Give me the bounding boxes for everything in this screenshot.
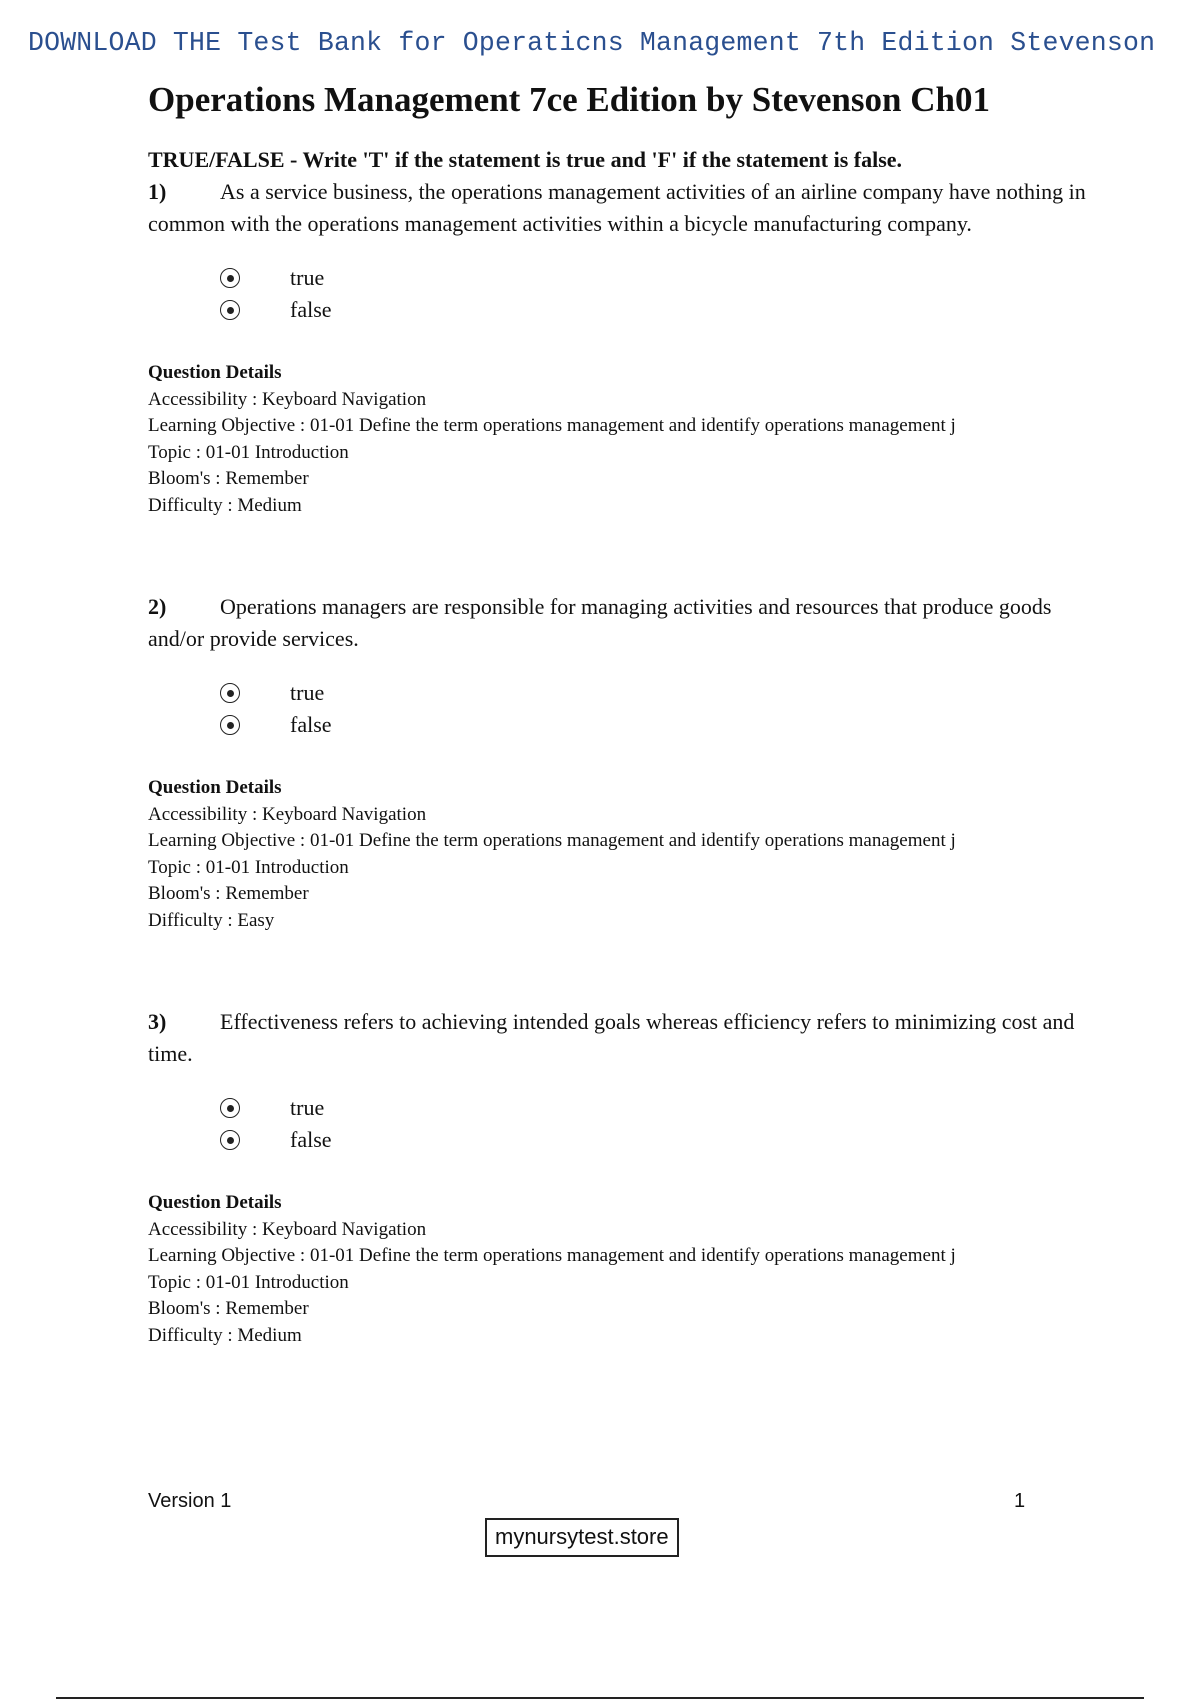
question-1-options <box>220 262 1088 326</box>
option-label: true <box>290 680 325 705</box>
details-accessibility: Accessibility : Keyboard Navigation <box>148 388 427 410</box>
details-learning-objective: Learning Objective : 01-01 Define the term operations management and identify operations management j <box>148 415 956 436</box>
option-label: false <box>290 297 332 322</box>
section-instructions: TRUE/FALSE - Write 'T' if the statement is true and 'F' if the statement is false. <box>148 147 903 172</box>
radio-icon[interactable] <box>220 1130 240 1150</box>
details-blooms: Bloom's : Remember <box>148 883 309 904</box>
question-1-option-true[interactable] <box>220 262 1088 294</box>
option-label: false <box>290 712 332 737</box>
question-3-text <box>148 1006 1088 1070</box>
radio-icon[interactable] <box>220 268 240 288</box>
radio-icon[interactable] <box>220 1098 240 1118</box>
question-1-statement: As a service business, the operations management activities of an airline company have nothing in common with the operations management activities within a bicycle manufacturing company. <box>148 179 1086 236</box>
question-1-details <box>148 360 1088 519</box>
details-difficulty: Difficulty : Medium <box>148 494 302 516</box>
question-3-number: 3) <box>148 1009 167 1034</box>
question-3-options <box>220 1092 1088 1156</box>
question-3-option-true[interactable] <box>220 1092 1088 1124</box>
question-1-number: 1) <box>148 179 167 204</box>
question-2-option-true[interactable] <box>220 677 1088 709</box>
details-accessibility: Accessibility : Keyboard Navigation <box>148 1218 427 1240</box>
details-accessibility: Accessibility : Keyboard Navigation <box>148 803 427 825</box>
store-watermark[interactable]: mynursytest.store <box>485 1518 679 1557</box>
details-title: Question Details <box>148 777 282 798</box>
details-topic: Topic : 01-01 Introduction <box>148 1271 349 1293</box>
details-topic: Topic : 01-01 Introduction <box>148 856 349 878</box>
question-2-details <box>148 775 1088 934</box>
details-blooms: Bloom's : Remember <box>148 468 309 489</box>
radio-icon[interactable] <box>220 300 240 320</box>
details-blooms: Bloom's : Remember <box>148 1298 309 1319</box>
question-2-statement: Operations managers are responsible for managing activities and resources that produce goods and/or provide services. <box>148 594 1052 651</box>
download-banner[interactable]: DOWNLOAD THE Test Bank for Operaticns Management 7th Edition Stevenson <box>28 28 1156 58</box>
radio-icon[interactable] <box>220 683 240 703</box>
question-3 <box>148 1006 1088 1349</box>
question-2 <box>148 591 1088 934</box>
option-label: false <box>290 1127 332 1152</box>
question-3-option-false[interactable] <box>220 1124 1088 1156</box>
question-3-details <box>148 1190 1088 1349</box>
document-body <box>148 78 1088 1349</box>
option-label: true <box>290 265 325 290</box>
document-title: Operations Management 7ce Edition by Stevenson Ch01 <box>148 80 990 119</box>
question-2-text <box>148 591 1088 655</box>
details-topic: Topic : 01-01 Introduction <box>148 441 349 463</box>
question-2-number: 2) <box>148 594 167 619</box>
details-difficulty: Difficulty : Medium <box>148 1324 302 1346</box>
question-3-statement: Effectiveness refers to achieving intended goals whereas efficiency refers to minimizing cost and time. <box>148 1009 1075 1066</box>
radio-icon[interactable] <box>220 715 240 735</box>
question-1 <box>148 176 1088 519</box>
details-title: Question Details <box>148 362 282 383</box>
question-2-options <box>220 677 1088 741</box>
question-1-option-false[interactable] <box>220 294 1088 326</box>
footer-version: Version 1 <box>148 1490 232 1512</box>
details-title: Question Details <box>148 1192 282 1213</box>
details-learning-objective: Learning Objective : 01-01 Define the term operations management and identify operations management j <box>148 830 956 851</box>
question-2-option-false[interactable] <box>220 709 1088 741</box>
question-1-text <box>148 176 1088 240</box>
footer-page-number: 1 <box>1014 1490 1026 1512</box>
bottom-divider <box>56 1697 1144 1699</box>
option-label: true <box>290 1095 325 1120</box>
details-difficulty: Difficulty : Easy <box>148 909 275 931</box>
details-learning-objective: Learning Objective : 01-01 Define the term operations management and identify operations management j <box>148 1245 956 1266</box>
